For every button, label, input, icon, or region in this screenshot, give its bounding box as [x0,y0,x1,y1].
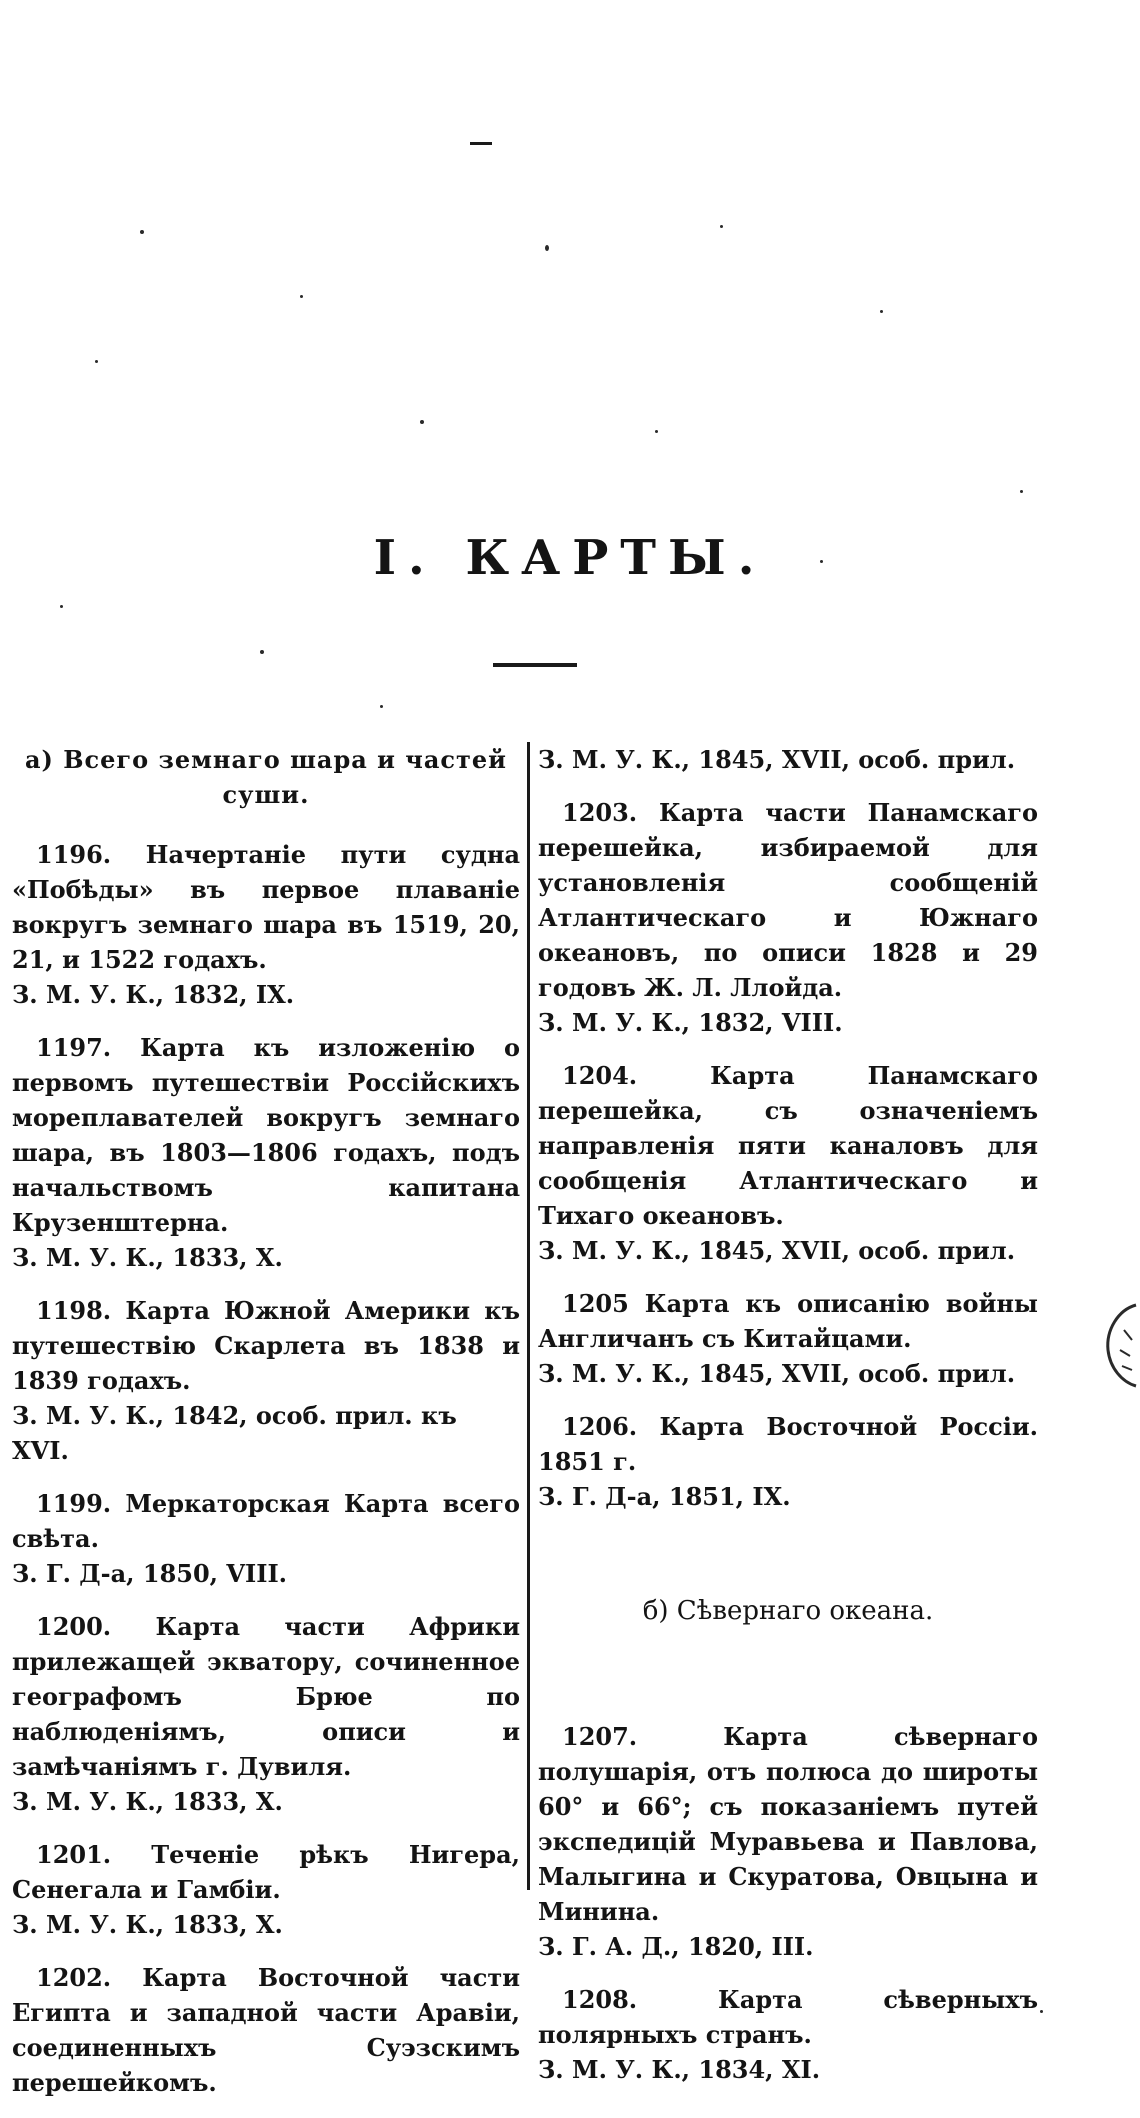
right-column [538,742,1038,2105]
catalog-entry-continuation [538,742,1038,777]
column-divider [527,742,530,1890]
left-column [12,742,520,2118]
catalog-entry [538,1286,1038,1391]
entry-reference: З. М. У. К., 1833, X. [12,1910,283,1939]
entry-reference: З. М. У. К., 1834, XI. [538,2055,821,2084]
entry-title: 1208. Карта сѣверныхъ полярныхъ странъ. [538,1985,1038,2049]
entry-title: 1205 Карта къ описанію войны Англичанъ съ Китайцами. [538,1289,1038,1353]
section-heading-b: б) Сѣвернаго океана. [642,1596,934,1626]
entry-reference: З. М. У. К., 1833, X. [12,1787,283,1816]
entry-reference: З. М. У. К., 1845, XVII, особ. прил. [538,745,1016,774]
entry-title: 1198. Карта Южной Америки къ путешествію Скарлета въ 1838 и 1839 годахъ. [12,1296,520,1395]
entry-reference: З. Г. А. Д., 1820, III. [538,1932,814,1961]
catalog-entry [538,1719,1038,1964]
entry-reference: З. Г. Д-а, 1850, VIII. [12,1559,288,1588]
section-heading-a: а) Всего земнаго шара и частей суши. [25,745,507,809]
entry-reference: З. М. У. К., 1832, VIII. [538,1008,843,1037]
scan-speck [655,430,658,433]
library-stamp [1098,1300,1138,1390]
scan-speck [380,705,383,708]
entry-reference: З. М. У. К., 1845, XVII, особ. прил. [538,1236,1016,1265]
entry-reference: З. М. У. К., 1833, X. [12,1243,283,1272]
title-rule [493,663,577,667]
entry-title: 1197. Карта къ изложенію о первомъ путешествіи Россійскихъ мореплавателей вокругъ земнаго шара, въ 1803—1806 годахъ, подъ начальствомъ капитана Крузенштерна. [12,1033,520,1237]
catalog-entry [538,1982,1038,2087]
scan-speck [880,310,883,313]
entry-reference: З. М. У. К., 1832, IX. [12,980,295,1009]
scan-speck [60,605,63,608]
scan-speck [260,650,264,654]
entry-title: 1207. Карта сѣвернаго полушарія, отъ полюса до широты 60° и 66°; съ показаніемъ путей экспедицій Муравьева и Павлова, Малыгина и Скуратова, Овцына и Минина. [538,1722,1038,1926]
catalog-entry [12,1609,520,1819]
entry-title: 1206. Карта Восточной Россіи. 1851 г. [538,1412,1038,1476]
catalog-entry [538,795,1038,1040]
scan-speck [300,295,303,298]
entry-title: 1196. Начертаніе пути судна «Побѣды» въ первое плаваніе вокругъ земнаго шара въ 1519, 20, 21, и 1522 годахъ. [12,840,520,974]
catalog-entry [12,1837,520,1942]
catalog-entry [538,1058,1038,1268]
scan-speck [1020,490,1023,493]
entry-reference: З. Г. Д-а, 1851, IX. [538,1482,791,1511]
scan-speck [95,360,98,363]
catalog-entry [12,837,520,1012]
page-top-mark [470,142,492,145]
scan-speck [545,245,549,251]
entry-reference: З. М. У. К., 1842, особ. прил. къ XVI. [12,1401,457,1465]
catalog-entry [12,1293,520,1468]
entry-title: 1202. Карта Восточной части Египта и западной части Аравіи, соединенныхъ Суэзскимъ перешейкомъ. [12,1963,520,2097]
scan-speck [1040,2010,1043,2013]
entry-title: 1204. Карта Панамскаго перешейка, съ означеніемъ направленія пяти каналовъ для сообщенія Атлантическаго и Тихаго океановъ. [538,1061,1038,1230]
catalog-entry [12,1030,520,1275]
scan-speck [420,420,424,424]
entry-title: 1199. Меркаторская Карта всего свѣта. [12,1489,520,1553]
entry-title: 1201. Теченіе рѣкъ Нигера, Сенегала и Гамбіи. [12,1840,520,1904]
entry-reference: З. М. У. К., 1845, XVII, особ. прил. [538,1359,1016,1388]
entry-title: 1200. Карта части Африки прилежащей экватору, сочиненное географомъ Брюе по наблюденіямъ, описи и замѣчаніямъ г. Дувиля. [12,1612,520,1781]
catalog-entry [12,1960,520,2100]
page-title: I. КАРТЫ. [373,530,767,586]
scan-speck [720,225,723,228]
catalog-entry [538,1409,1038,1514]
entry-title: 1203. Карта части Панамскаго перешейка, избираемой для установленія сообщеній Атлантическаго и Южнаго океановъ, по описи 1828 и 29 годовъ Ж. Л. Ллойда. [538,798,1038,1002]
catalog-entry [12,1486,520,1591]
scan-speck [140,230,144,234]
